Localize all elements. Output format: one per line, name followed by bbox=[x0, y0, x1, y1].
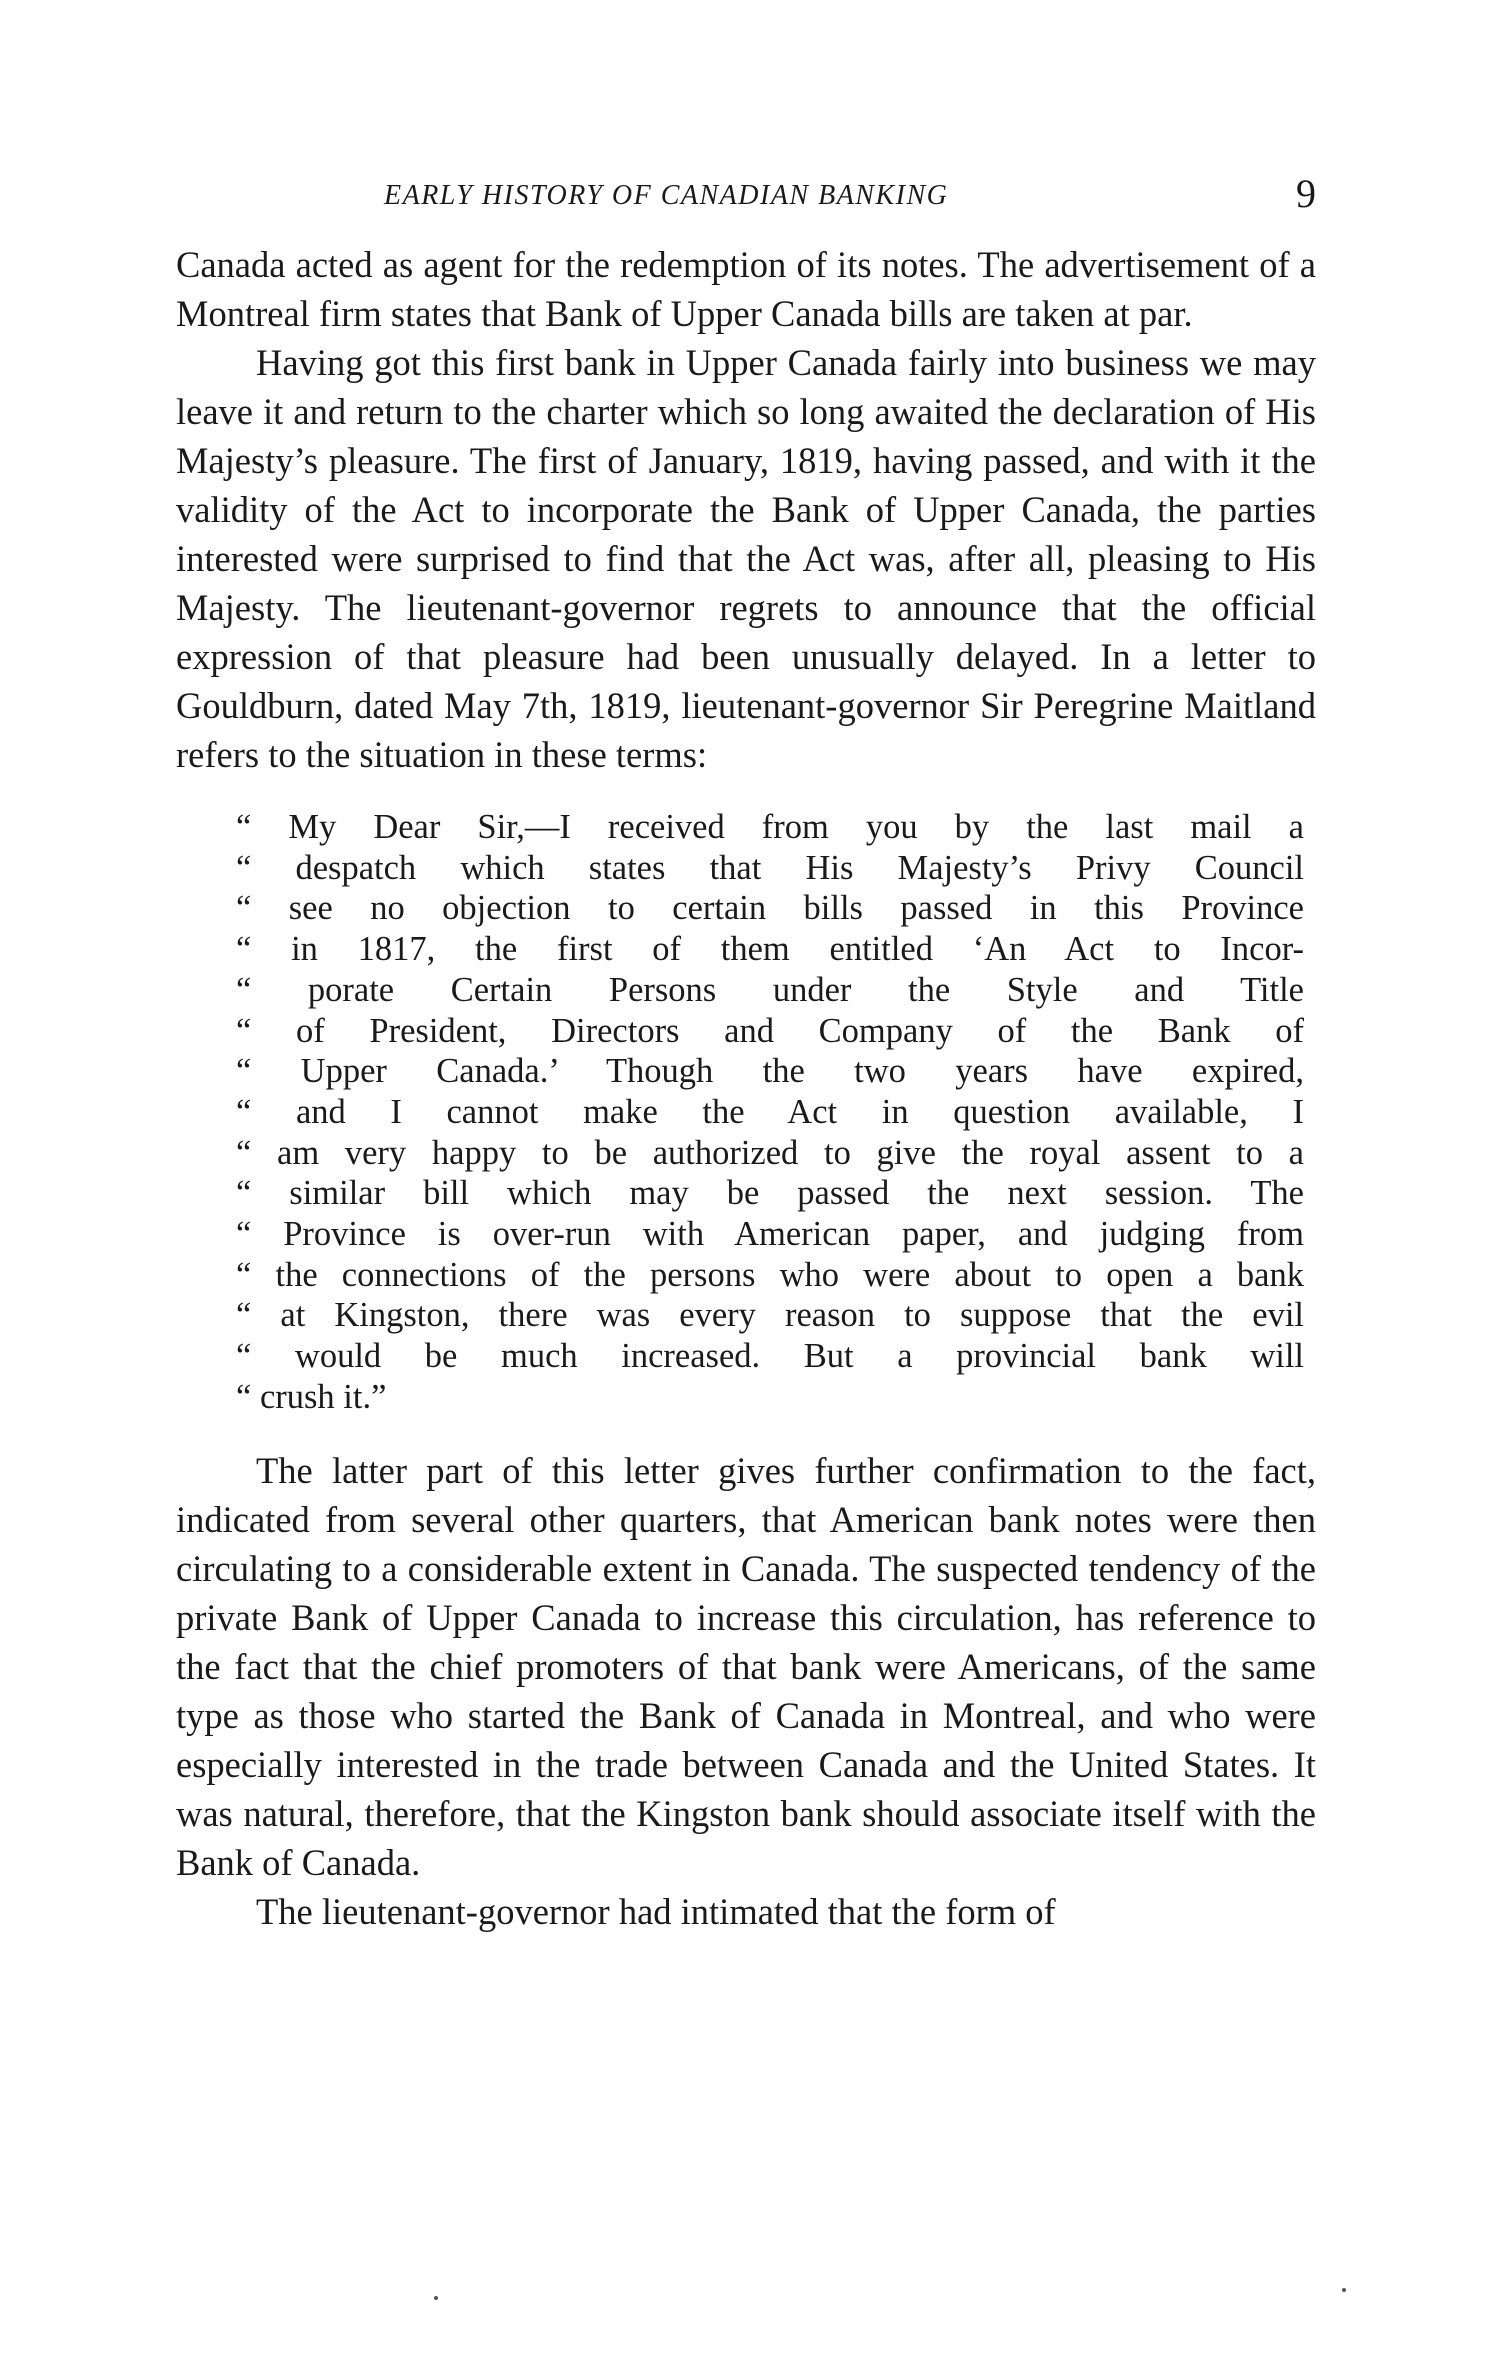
print-speck bbox=[1342, 2288, 1346, 2292]
quote-line: “ My Dear Sir,—I received from you by the last mail a bbox=[236, 808, 1304, 846]
quote-line: “ and I cannot make the Act in question available, I bbox=[236, 1092, 1304, 1131]
quote-line: “ of President, Directors and Company of the Bank of bbox=[236, 1011, 1304, 1050]
quote-line: “ the connections of the persons who were about to open a bank bbox=[236, 1255, 1304, 1294]
paragraph-final: The lieutenant-governor had intimated that the form of bbox=[256, 1890, 1056, 1932]
quote-line: “ similar bill which may be passed the next session. The bbox=[236, 1174, 1304, 1213]
quote-line: “ Upper Canada.’ Though the two years have expired, bbox=[236, 1052, 1304, 1091]
quote-line: “ despatch which states that His Majesty’s Privy Council bbox=[236, 848, 1304, 887]
body-text bbox=[176, 240, 1316, 1936]
quote-line: “ at Kingston, there was every reason to suppose that the evil bbox=[236, 1296, 1304, 1335]
quote-line: “ Province is over-run with American paper, and judging from bbox=[236, 1215, 1304, 1254]
page-number: 9 bbox=[1296, 171, 1316, 216]
paragraph-charter: Having got this first bank in Upper Canada fairly into business we may leave it and return to the charter which so long awaited the declaration of His Majesty’s pleasure. The first of January, 1819, having passed, and with it the validity of the Act to incorporate the Bank of Upper Canada, the parties interested were surprised to find that the Act was, after all, pleasing to His Majesty. The lieutenant-governor regrets to announce that the official expression of that pleasure had been unusually delayed. In a letter to Gouldburn, dated May 7th, 1819, lieutenant-governor Sir Peregrine Maitland refers to the situation in these terms: bbox=[176, 342, 1316, 775]
quote-line: “ see no objection to certain bills passed in this Province bbox=[236, 889, 1304, 928]
running-title: EARLY HISTORY OF CANADIAN BANKING bbox=[384, 180, 949, 211]
quote-line: “ would be much increased. But a provincial bank will bbox=[236, 1337, 1304, 1376]
paragraph-continued: Canada acted as agent for the redemption of its notes. The advertisement of a Montreal firm states that Bank of Upper Canada bills are taken at par. bbox=[176, 244, 1316, 334]
paragraph-american-notes: The latter part of this letter gives further confirmation to the fact, indicated from several other quarters, that American bank notes were then circulating to a considerable extent in Canada. The suspected tendency of the private Bank of Upper Canada to increase this circulation, has reference to the fact that the chief promoters of that bank were Americans, of the same type as those who started the Bank of Canada in Montreal, and who were especially interested in the trade between Canada and the United States. It was natural, therefore, that the Kingston bank should associate itself with the Bank of Canada. bbox=[176, 1449, 1316, 1883]
quote-line: “ crush it.” bbox=[236, 1377, 387, 1416]
quote-line: “ in 1817, the first of them entitled ‘An Act to Incor- bbox=[236, 930, 1304, 969]
quote-line: “ am very happy to be authorized to give the royal assent to a bbox=[236, 1133, 1304, 1172]
print-speck bbox=[434, 2296, 438, 2300]
quote-line: “ porate Certain Persons under the Style and Title bbox=[236, 970, 1304, 1009]
running-header bbox=[176, 172, 1316, 222]
letter-quotation bbox=[236, 807, 1304, 1418]
